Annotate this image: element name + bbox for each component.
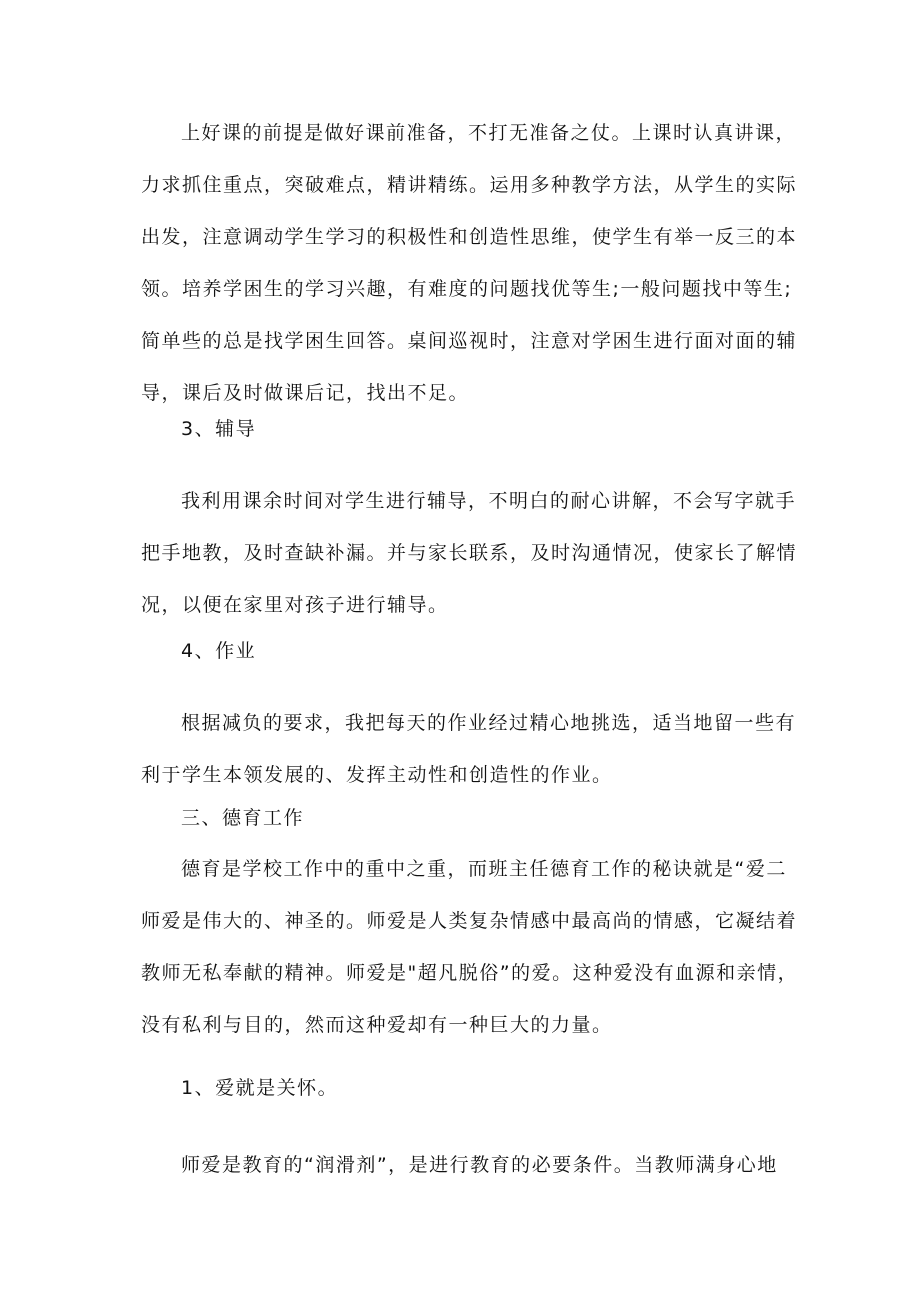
section-heading-tutoring: 3、辅导: [181, 418, 257, 440]
paragraph-line: 教师无私奉献的精神。师爱是"超凡脱俗”的爱。这种爱没有血源和亲情，: [141, 962, 799, 984]
section-heading-love-is-care: 1、爱就是关怀。: [181, 1077, 339, 1099]
section-heading-moral-education: 三、德育工作: [181, 807, 305, 829]
paragraph-line: 师爱是教育的“润滑剂”，是进行教育的必要条件。当教师满身心地: [181, 1154, 778, 1176]
paragraph-line: 根据减负的要求，我把每天的作业经过精心地挑选，适当地留一些有: [181, 712, 797, 734]
paragraph-moral-education: [141, 850, 801, 1044]
paragraph-tutoring: [141, 482, 801, 624]
paragraph-line: 没有私利与目的，然而这种爱却有一种巨大的力量。: [141, 1014, 613, 1036]
paragraph-homework: [141, 704, 801, 794]
paragraph-line: 德育是学校工作中的重中之重，而班主任德育工作的秘诀就是“爱二: [181, 858, 787, 880]
paragraph-line: 上好课的前提是做好课前准备，不打无准备之仗。上课时认真讲课，: [181, 122, 797, 144]
paragraph-line: 力求抓住重点，突破难点，精讲精练。运用多种教学方法，从学生的实际: [141, 174, 798, 196]
paragraph-line: 出发，注意调动学生学习的积极性和创造性思维，使学生有举一反三的本: [141, 226, 798, 248]
paragraph-line: 利于学生本领发展的、发挥主动性和创造性的作业。: [141, 764, 613, 786]
paragraph-line: 领。培养学困生的学习兴趣，有难度的问题找优等生;一般问题找中等生;: [141, 278, 793, 300]
paragraph-line: 导，课后及时做课后记，找出不足。: [141, 382, 470, 404]
paragraph-line: 况，以便在家里对孩子进行辅导。: [141, 594, 449, 616]
paragraph-line: 简单些的总是找学困生回答。桌间巡视时，注意对学困生进行面对面的辅: [141, 330, 798, 352]
paragraph-teacher-love: [141, 1146, 801, 1184]
paragraph-line: 我利用课余时间对学生进行辅导，不明白的耐心讲解，不会写字就手: [181, 490, 797, 512]
paragraph-line: 把手地教，及时查缺补漏。并与家长联系，及时沟通情况，使家长了解情: [141, 542, 798, 564]
paragraph-line: 师爱是伟大的、神圣的。师爱是人类复杂情感中最高尚的情感，它凝结着: [141, 910, 798, 932]
section-heading-homework: 4、作业: [181, 640, 257, 662]
paragraph-teaching: [141, 114, 801, 412]
